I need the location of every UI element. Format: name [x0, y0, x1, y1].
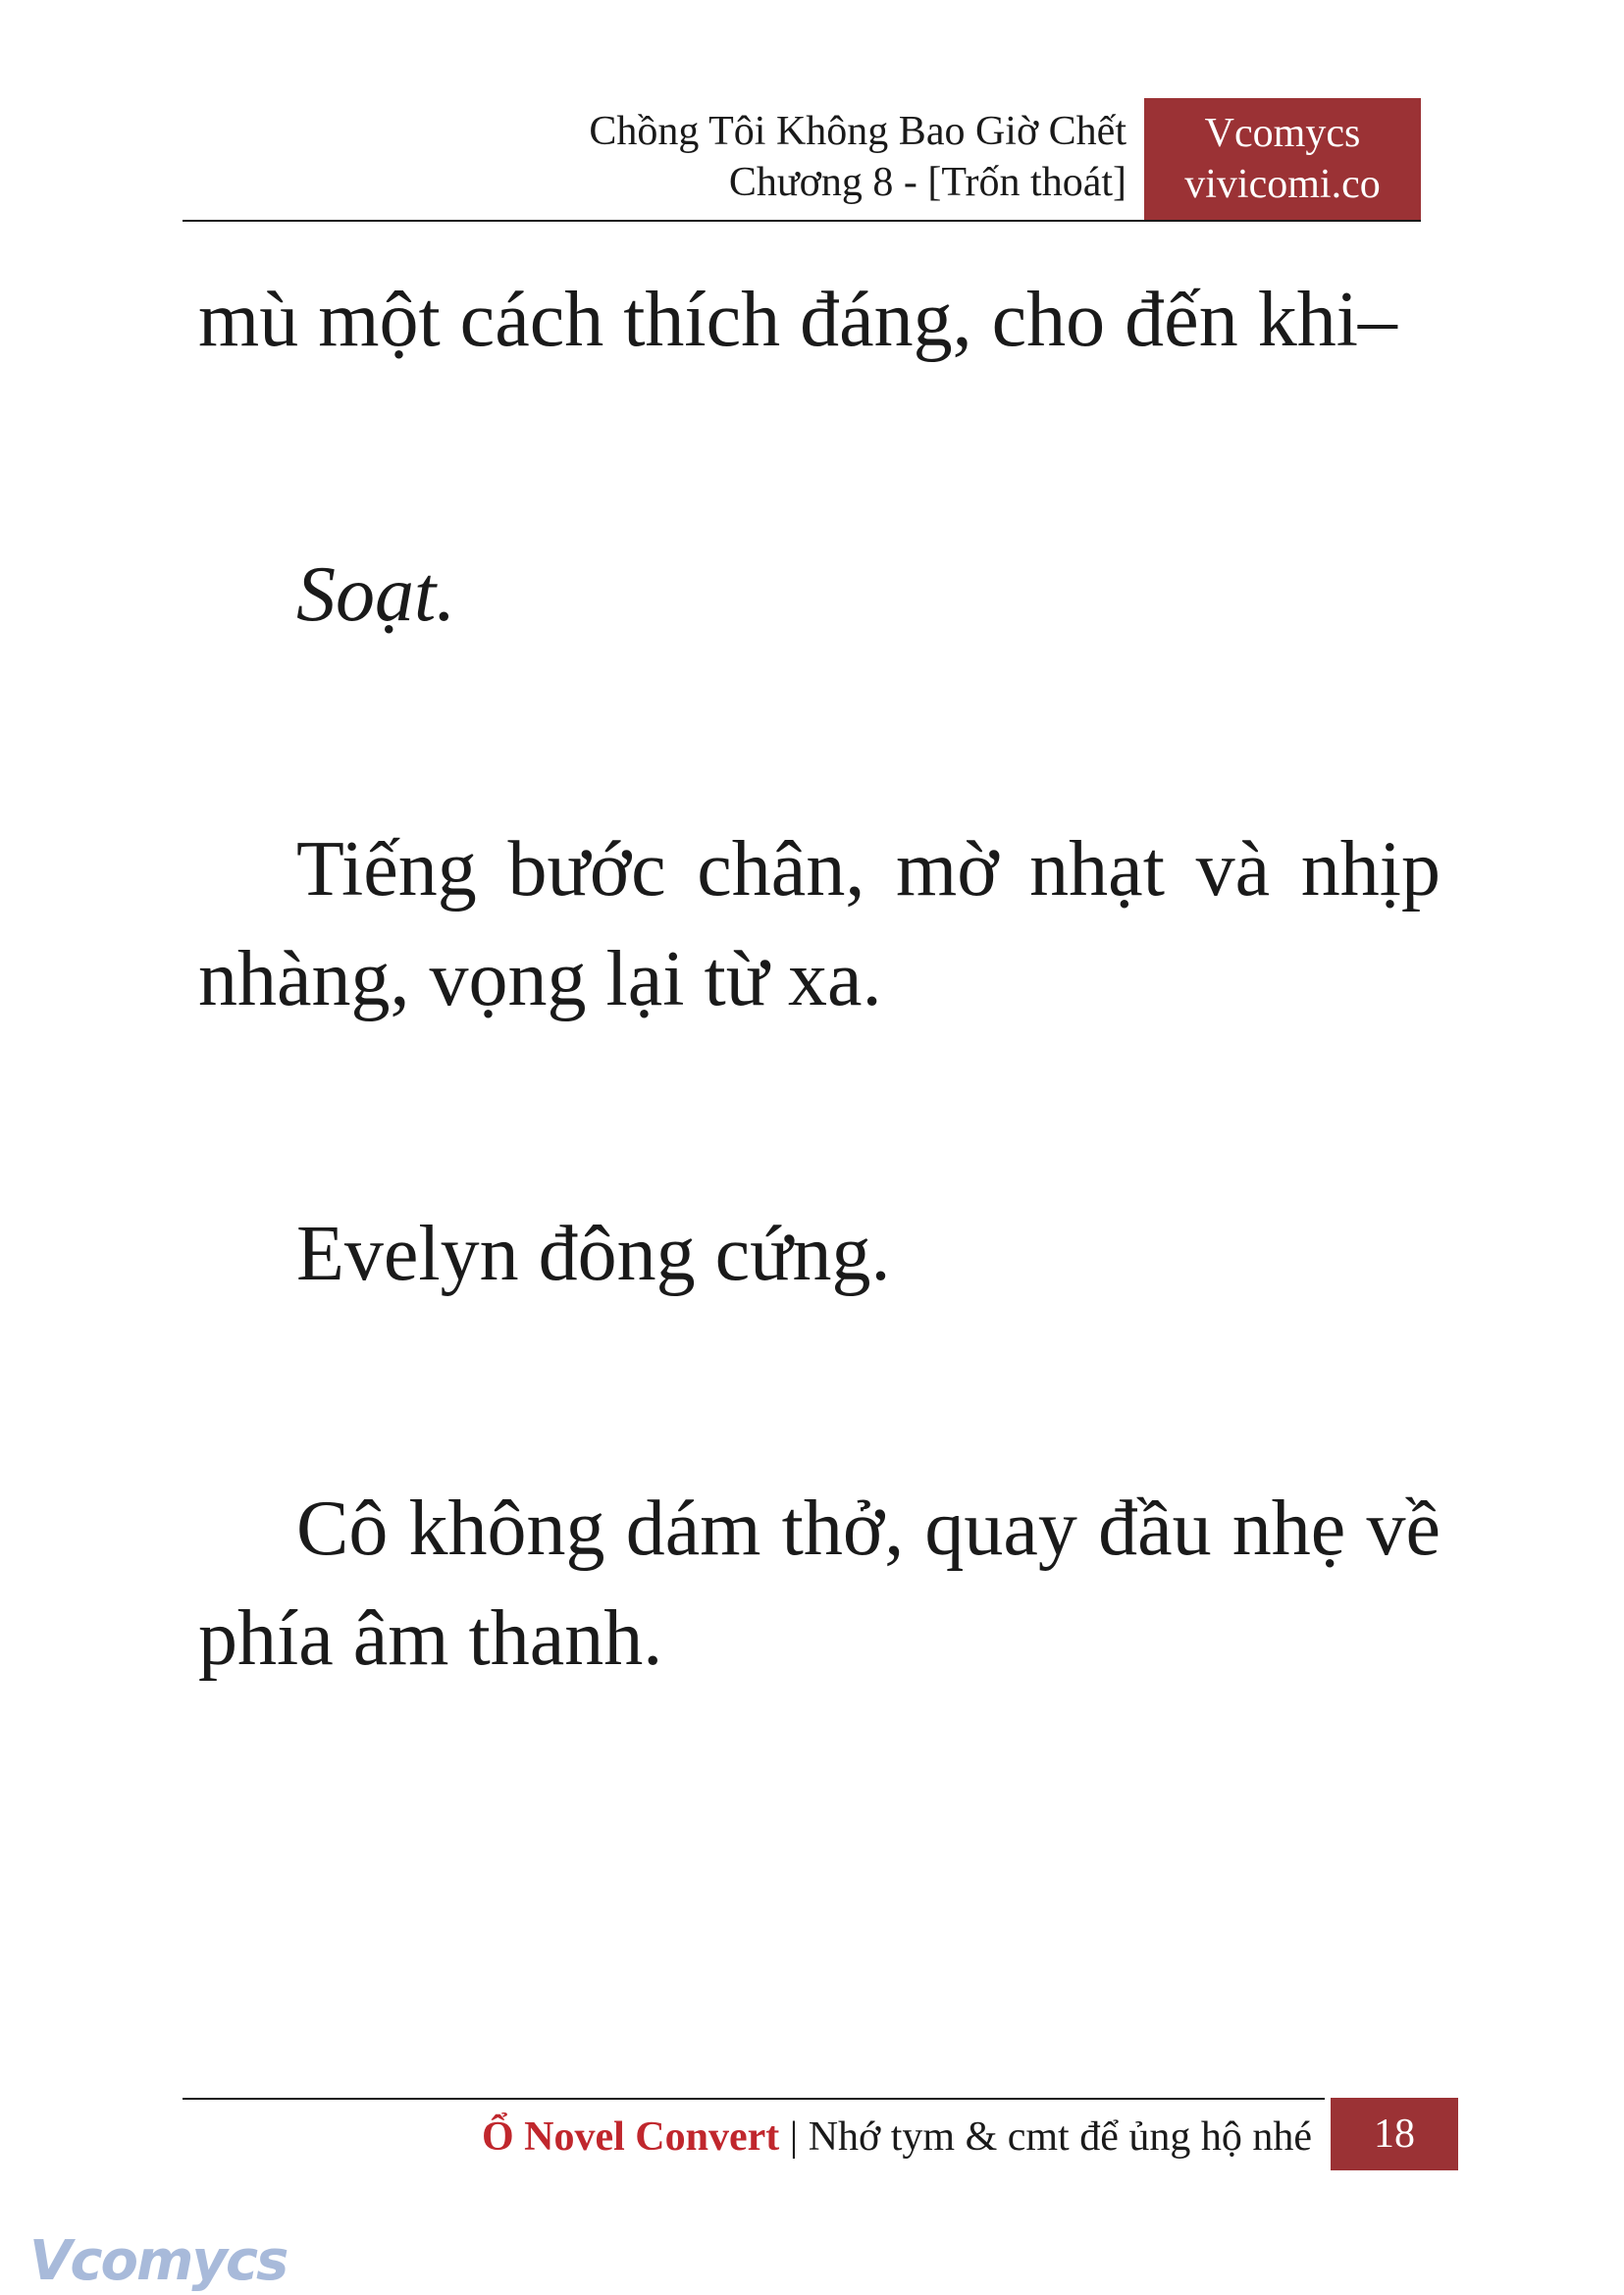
page-footer [482, 2110, 1312, 2165]
paragraph: Cô không dám thở, quay đầu nhẹ về phía âm thanh. [198, 1486, 1441, 1682]
paragraph: Evelyn đông cứng. [296, 1211, 891, 1297]
book-title: Chồng Tôi Không Bao Giờ Chết [589, 109, 1126, 154]
header-divider [183, 220, 1421, 222]
page-number: 18 [1331, 2098, 1458, 2170]
paragraph: Soạt. [296, 551, 456, 638]
chapter-title: Chương 8 - [Trốn thoát] [728, 160, 1126, 205]
footer-brand: Ổ Novel Convert [481, 2114, 780, 2160]
chapter-body [198, 265, 1441, 1694]
page-header [183, 98, 1421, 220]
footer-separator: | [789, 2114, 799, 2160]
footer-divider [183, 2098, 1325, 2100]
paragraph: mù một cách thích đáng, cho đến khi– [198, 277, 1397, 363]
vcomycs-logo: Vcomycs [29, 2229, 288, 2293]
paragraph: Tiếng bước chân, mờ nhạt và nhịp nhàng, vọng lại từ xa. [198, 826, 1441, 1022]
footer-message: Nhớ tym & cmt để ủng hộ nhé [808, 2114, 1312, 2160]
site-badge [1144, 98, 1421, 220]
badge-site-name: Vcomycs [1204, 111, 1361, 156]
header-title-block [589, 106, 1126, 208]
badge-site-url: vivicomi.co [1184, 162, 1381, 207]
